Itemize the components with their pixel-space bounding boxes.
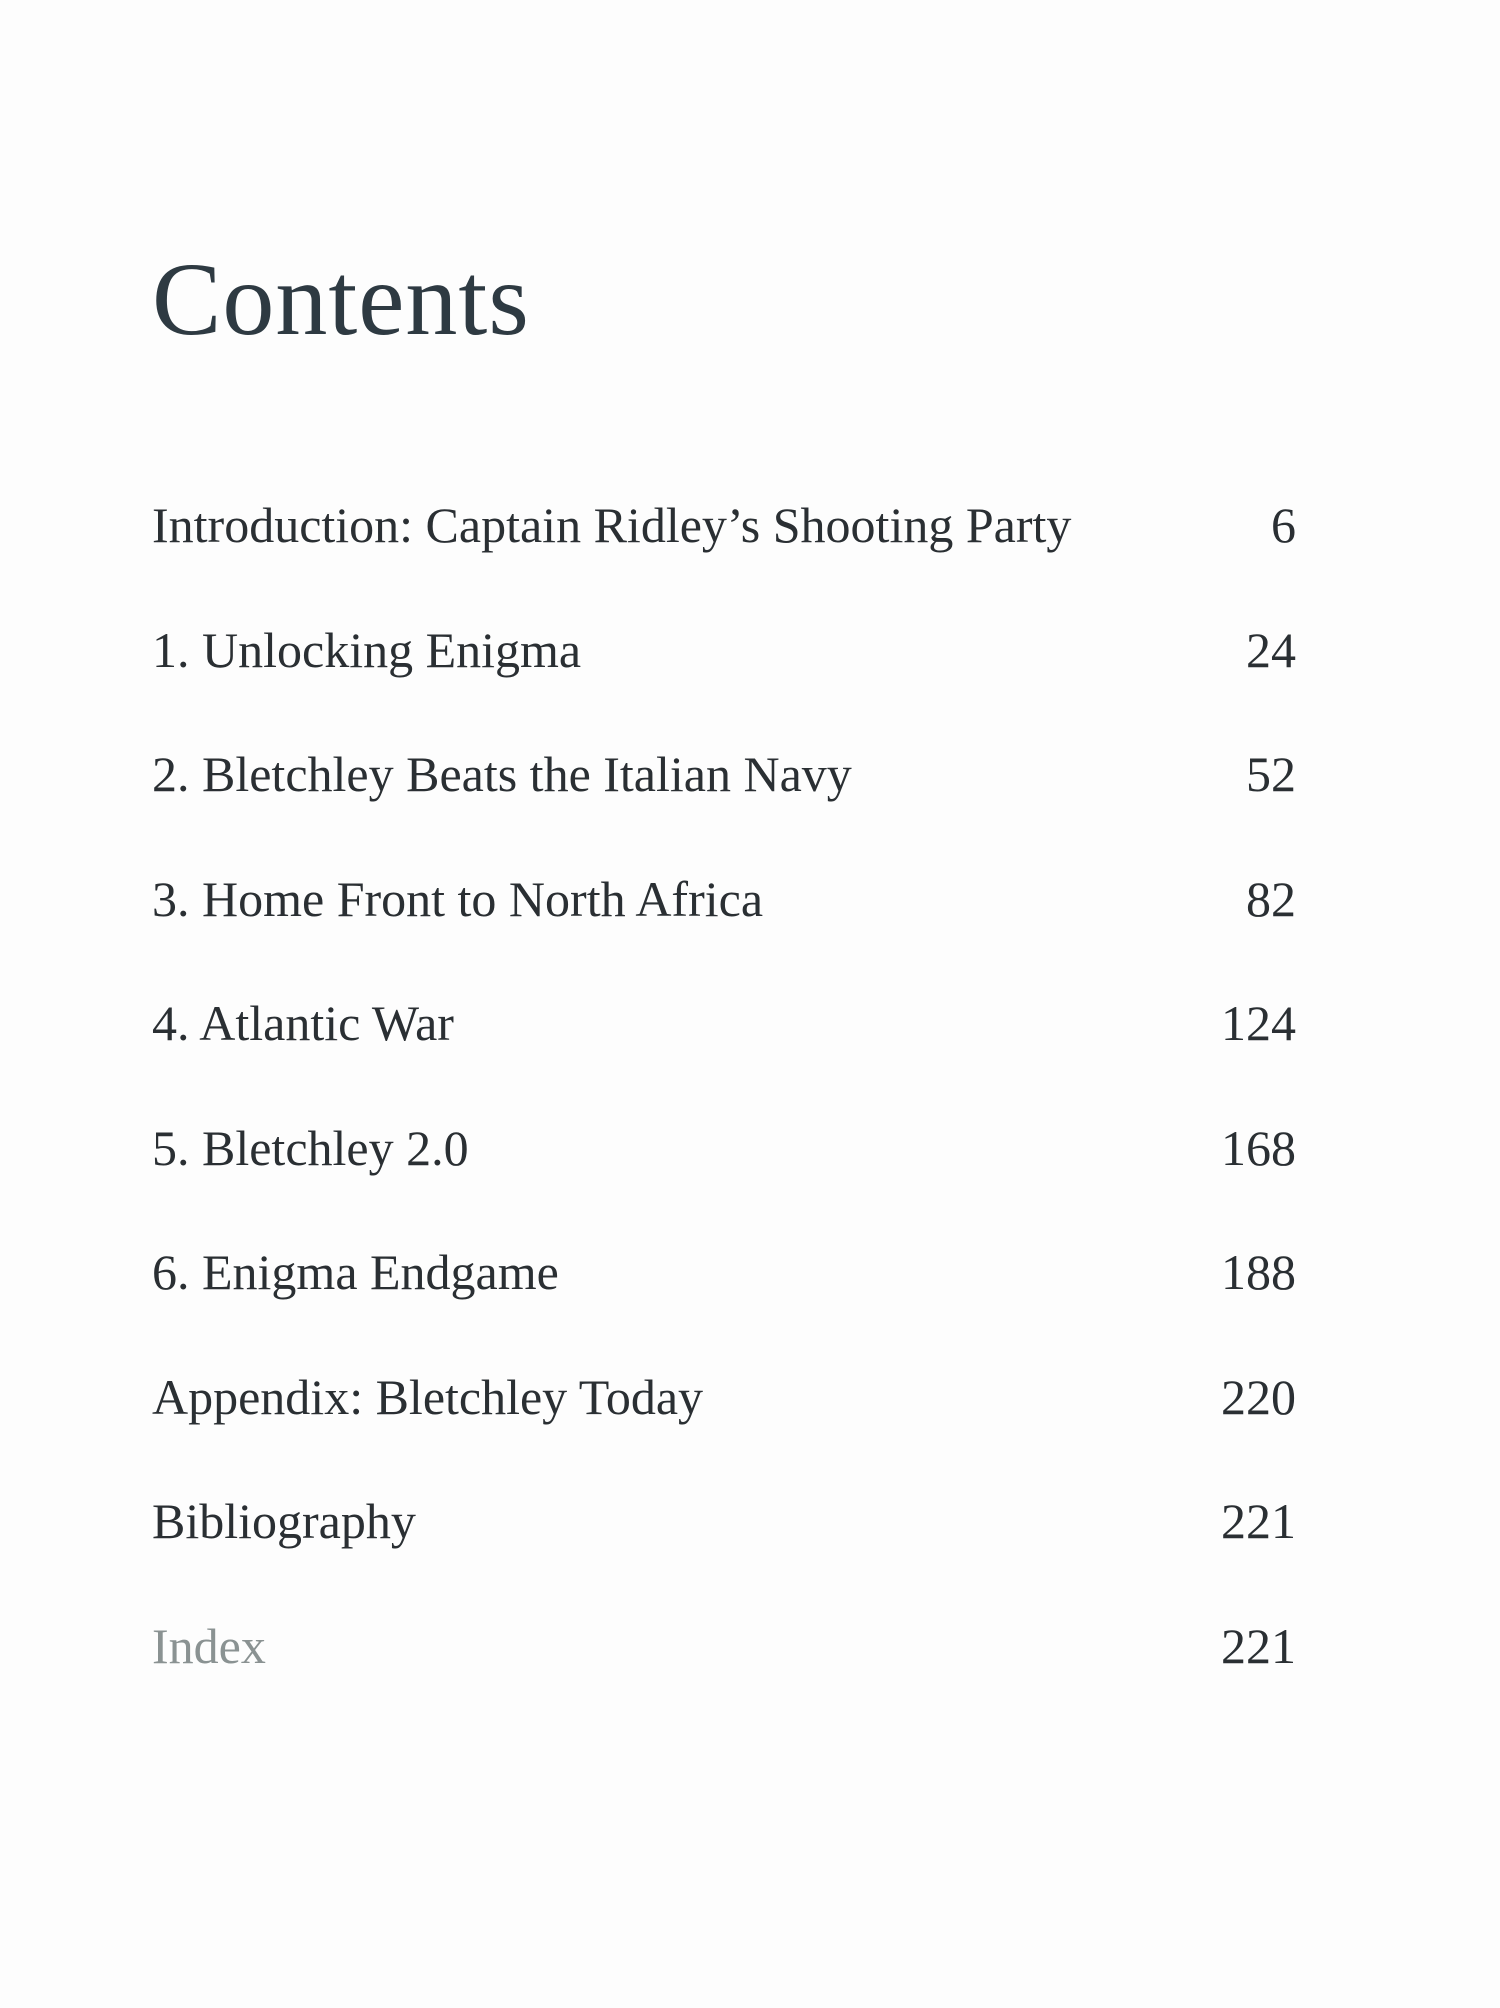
table-of-contents bbox=[152, 490, 1296, 1735]
toc-entry-title: 5. Bletchley 2.0 bbox=[152, 1119, 469, 1176]
toc-entry-introduction bbox=[152, 490, 1296, 615]
toc-entry-page-number: 221 bbox=[1221, 1493, 1296, 1549]
toc-entry-page-number: 24 bbox=[1246, 621, 1296, 678]
toc-entry-title: 2. Bletchley Beats the Italian Navy bbox=[152, 746, 852, 802]
toc-entry-page-number: 124 bbox=[1221, 995, 1296, 1051]
toc-entry-page-number: 6 bbox=[1271, 497, 1296, 553]
toc-entry-page-number: 82 bbox=[1246, 870, 1296, 927]
toc-entry-title: 3. Home Front to North Africa bbox=[152, 870, 764, 927]
toc-entry-index bbox=[152, 1611, 1296, 1736]
page-title: Contents bbox=[152, 242, 530, 357]
toc-entry-bibliography bbox=[152, 1486, 1296, 1611]
toc-entry-page-number: 220 bbox=[1221, 1368, 1296, 1425]
toc-entry-page-number: 52 bbox=[1246, 746, 1296, 802]
toc-entry-title: Introduction: Captain Ridley’s Shooting Party bbox=[152, 497, 1072, 553]
toc-entry-chapter-3 bbox=[152, 864, 1296, 989]
toc-entry-title: Bibliography bbox=[152, 1493, 416, 1549]
toc-entry-title: Index bbox=[152, 1617, 266, 1674]
toc-entry-chapter-6 bbox=[152, 1237, 1296, 1362]
toc-entry-chapter-1 bbox=[152, 615, 1296, 740]
toc-entry-page-number: 221 bbox=[1221, 1617, 1296, 1674]
toc-entry-page-number: 188 bbox=[1221, 1244, 1296, 1300]
toc-entry-chapter-5 bbox=[152, 1113, 1296, 1238]
toc-entry-chapter-4 bbox=[152, 988, 1296, 1113]
toc-entry-appendix bbox=[152, 1362, 1296, 1487]
toc-entry-title: 4. Atlantic War bbox=[152, 995, 454, 1051]
toc-entry-page-number: 168 bbox=[1221, 1119, 1296, 1176]
toc-entry-title: 1. Unlocking Enigma bbox=[152, 621, 582, 678]
toc-entry-title: 6. Enigma Endgame bbox=[152, 1244, 559, 1300]
toc-entry-chapter-2 bbox=[152, 739, 1296, 864]
toc-entry-title: Appendix: Bletchley Today bbox=[152, 1368, 704, 1425]
